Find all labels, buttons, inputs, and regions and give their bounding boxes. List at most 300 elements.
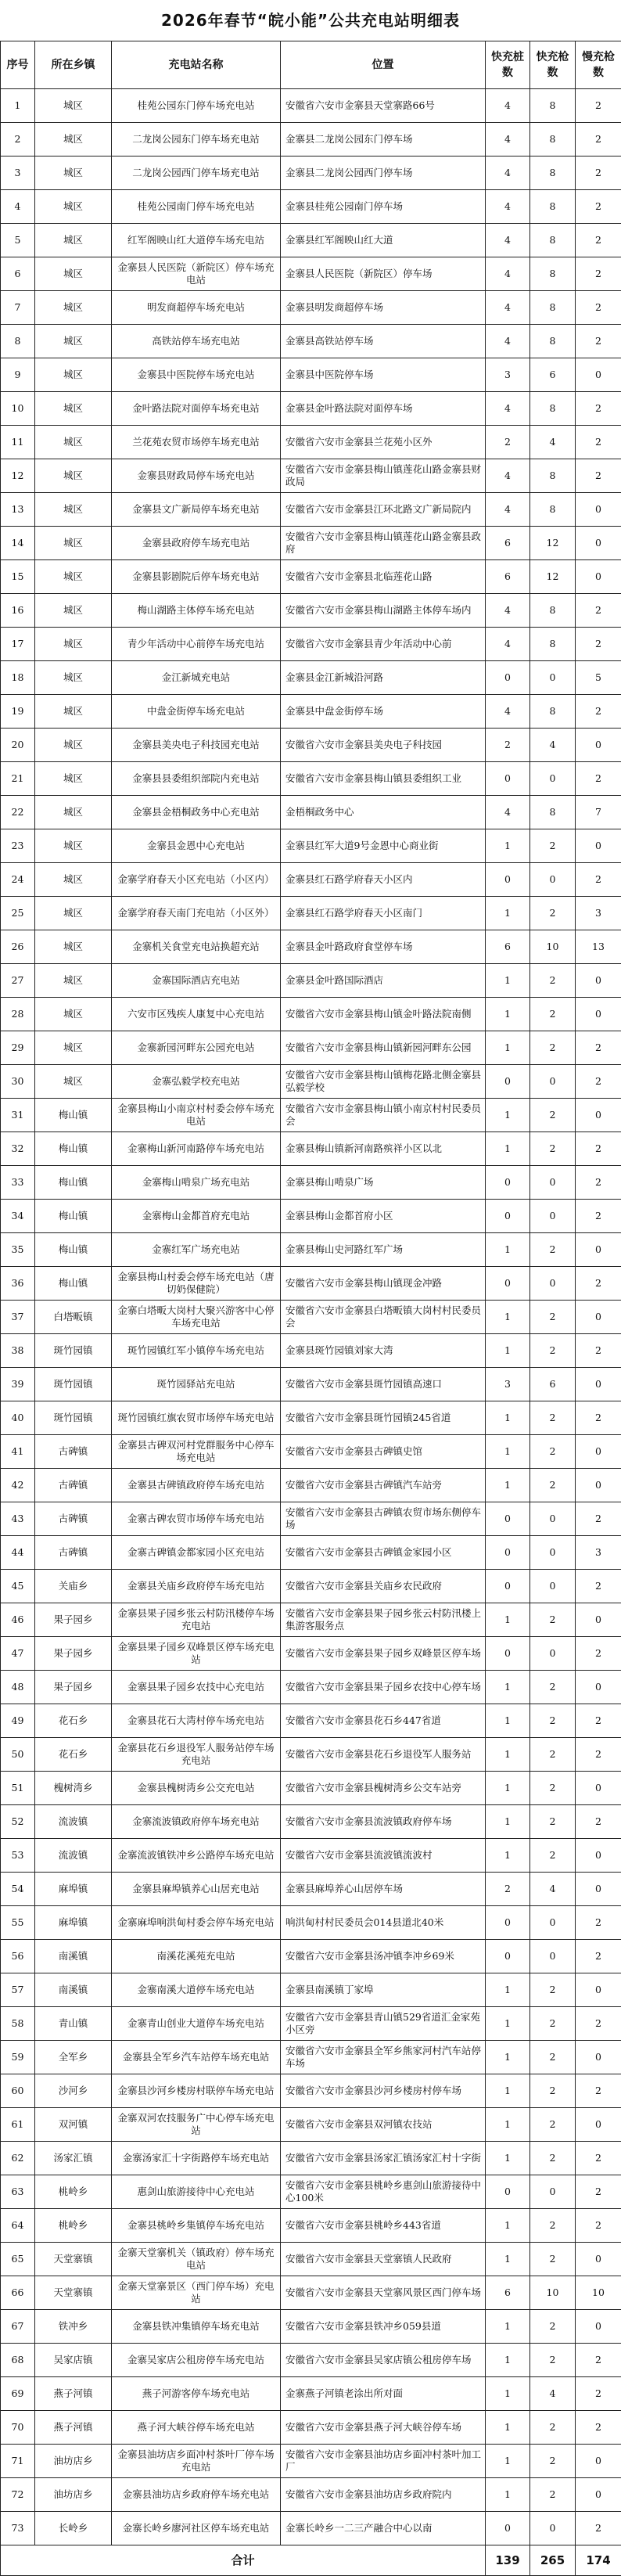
row-fast-piles: 1 [486, 2243, 530, 2276]
row-location: 安徽省六安市金寨县沙河乡楼房村停车场 [281, 2074, 486, 2108]
row-town: 白塔畈镇 [35, 1301, 112, 1334]
row-location: 安徽省六安市金寨县关庙乡农民政府 [281, 1570, 486, 1603]
table-row [1, 1166, 621, 1200]
row-town: 城区 [35, 224, 112, 257]
row-town: 城区 [35, 829, 112, 863]
row-station-name: 燕子河大峡谷停车场充电站 [112, 2411, 281, 2445]
header-slow-guns: 慢充枪数 [576, 41, 621, 89]
row-slow-guns: 0 [576, 2243, 621, 2276]
row-fast-guns: 2 [530, 2142, 576, 2175]
row-station-name: 金寨县花石乡退役军人服务站停车场充电站 [112, 1738, 281, 1772]
row-fast-guns: 2 [530, 2411, 576, 2445]
row-index: 32 [1, 1132, 35, 1166]
row-station-name: 斑竹园镇红军小镇停车场充电站 [112, 1334, 281, 1368]
row-fast-piles: 0 [486, 2175, 530, 2209]
row-town: 南溪镇 [35, 1973, 112, 2007]
row-town: 城区 [35, 527, 112, 560]
row-fast-guns: 2 [530, 2108, 576, 2142]
row-town: 城区 [35, 897, 112, 930]
table-row [1, 2175, 621, 2209]
row-town: 城区 [35, 628, 112, 661]
row-index: 22 [1, 796, 35, 829]
row-slow-guns: 0 [576, 1873, 621, 1906]
row-station-name: 金寨流波镇铁冲乡公路停车场充电站 [112, 1839, 281, 1873]
row-fast-piles: 4 [486, 257, 530, 291]
row-slow-guns: 0 [576, 358, 621, 392]
row-slow-guns: 0 [576, 998, 621, 1031]
row-location: 金寨县二龙岗公园西门停车场 [281, 157, 486, 190]
header-index: 序号 [1, 41, 35, 89]
table-row [1, 863, 621, 897]
row-station-name: 燕子河游客停车场充电站 [112, 2377, 281, 2411]
row-fast-guns: 4 [530, 729, 576, 762]
row-town: 吴家店镇 [35, 2344, 112, 2377]
row-station-name: 金寨县县委组织部院内充电站 [112, 762, 281, 796]
row-station-name: 红军阁映山红大道停车场充电站 [112, 224, 281, 257]
row-index: 68 [1, 2344, 35, 2377]
row-town: 城区 [35, 796, 112, 829]
row-town: 果子园乡 [35, 1603, 112, 1637]
row-station-name: 金寨县金恩中心充电站 [112, 829, 281, 863]
row-location: 响洪甸村村民委员会014县道北40米 [281, 1906, 486, 1940]
table-row [1, 2209, 621, 2243]
row-index: 54 [1, 1873, 35, 1906]
row-fast-piles: 0 [486, 1906, 530, 1940]
row-location: 安徽省六安市金寨县古碑镇汽车站旁 [281, 1469, 486, 1502]
row-fast-piles: 4 [486, 291, 530, 325]
row-fast-piles: 4 [486, 628, 530, 661]
row-fast-piles: 0 [486, 863, 530, 897]
row-slow-guns: 2 [576, 1738, 621, 1772]
row-index: 58 [1, 2007, 35, 2041]
table-row [1, 2108, 621, 2142]
row-slow-guns: 0 [576, 1301, 621, 1334]
row-index: 40 [1, 1401, 35, 1435]
row-index: 9 [1, 358, 35, 392]
row-index: 7 [1, 291, 35, 325]
row-fast-guns: 0 [530, 2512, 576, 2545]
row-station-name: 金寨县全军乡汽车站停车场充电站 [112, 2041, 281, 2074]
row-station-name: 金叶路法院对面停车场充电站 [112, 392, 281, 426]
row-index: 19 [1, 695, 35, 729]
row-fast-guns: 12 [530, 527, 576, 560]
row-location: 安徽省六安市金寨县果子园乡农技中心停车场 [281, 1671, 486, 1704]
row-station-name: 桂苑公园东门停车场充电站 [112, 89, 281, 123]
row-slow-guns: 2 [576, 123, 621, 157]
header-fast-guns: 快充枪数 [530, 41, 576, 89]
row-location: 金寨县高铁站停车场 [281, 325, 486, 358]
row-location: 安徽省六安市金寨县油坊店乡面冲村茶叶加工厂 [281, 2445, 486, 2478]
table-row [1, 1469, 621, 1502]
row-fast-piles: 1 [486, 2108, 530, 2142]
row-town: 流波镇 [35, 1805, 112, 1839]
row-location: 安徽省六安市金寨县全军乡熊家河村汽车站停车场 [281, 2041, 486, 2074]
row-index: 59 [1, 2041, 35, 2074]
row-fast-piles: 1 [486, 1099, 530, 1132]
row-station-name: 二龙岗公园东门停车场充电站 [112, 123, 281, 157]
table-row [1, 1065, 621, 1099]
table-row [1, 762, 621, 796]
row-index: 21 [1, 762, 35, 796]
row-index: 39 [1, 1368, 35, 1401]
row-station-name: 中盘金街停车场充电站 [112, 695, 281, 729]
row-location: 安徽省六安市金寨县果子园乡张云村防汛楼上集游客服务点 [281, 1603, 486, 1637]
row-town: 斑竹园镇 [35, 1334, 112, 1368]
row-slow-guns: 2 [576, 224, 621, 257]
table-row [1, 2243, 621, 2276]
table-row [1, 325, 621, 358]
row-fast-piles: 2 [486, 426, 530, 459]
row-location: 安徽省六安市金寨县江环北路文广新局院内 [281, 493, 486, 527]
row-town: 青山镇 [35, 2007, 112, 2041]
table-row [1, 1401, 621, 1435]
row-station-name: 金寨天堂寨景区（西门停车场）充电站 [112, 2276, 281, 2310]
row-station-name: 金寨吴家店公租房停车场充电站 [112, 2344, 281, 2377]
row-station-name: 斑竹园驿站充电站 [112, 1368, 281, 1401]
row-index: 38 [1, 1334, 35, 1368]
row-fast-guns: 0 [530, 1166, 576, 1200]
row-fast-guns: 8 [530, 459, 576, 493]
row-station-name: 金寨双河农技服务广中心停车场充电站 [112, 2108, 281, 2142]
row-fast-guns: 2 [530, 2007, 576, 2041]
row-slow-guns: 2 [576, 628, 621, 661]
row-slow-guns: 2 [576, 1031, 621, 1065]
row-index: 43 [1, 1502, 35, 1536]
row-fast-piles: 2 [486, 1873, 530, 1906]
row-slow-guns: 0 [576, 2108, 621, 2142]
row-station-name: 金寨县油坊店乡政府停车场充电站 [112, 2478, 281, 2512]
row-index: 52 [1, 1805, 35, 1839]
table-row [1, 729, 621, 762]
total-fast-guns: 265 [530, 2545, 576, 2576]
row-slow-guns: 2 [576, 2142, 621, 2175]
row-location: 安徽省六安市金寨县吴家店镇公租房停车场 [281, 2344, 486, 2377]
row-fast-guns: 8 [530, 796, 576, 829]
row-fast-piles: 1 [486, 897, 530, 930]
table-row [1, 2377, 621, 2411]
table-row [1, 1940, 621, 1973]
row-slow-guns: 0 [576, 729, 621, 762]
row-slow-guns: 2 [576, 325, 621, 358]
row-fast-piles: 1 [486, 1704, 530, 1738]
row-slow-guns: 0 [576, 1772, 621, 1805]
row-fast-piles: 1 [486, 2478, 530, 2512]
row-town: 铁冲乡 [35, 2310, 112, 2344]
row-fast-piles: 1 [486, 2377, 530, 2411]
row-town: 城区 [35, 594, 112, 628]
table-row [1, 2344, 621, 2377]
row-index: 34 [1, 1200, 35, 1233]
row-station-name: 金寨县油坊店乡面冲村茶叶厂停车场充电站 [112, 2445, 281, 2478]
row-fast-guns: 0 [530, 1200, 576, 1233]
table-row [1, 527, 621, 560]
table-row [1, 224, 621, 257]
row-location: 安徽省六安市金寨县梅山镇县委组织工业 [281, 762, 486, 796]
row-town: 城区 [35, 257, 112, 291]
row-town: 全军乡 [35, 2041, 112, 2074]
row-index: 23 [1, 829, 35, 863]
row-fast-guns: 8 [530, 695, 576, 729]
row-index: 44 [1, 1536, 35, 1570]
table-row [1, 257, 621, 291]
table-row [1, 123, 621, 157]
table-row [1, 1132, 621, 1166]
row-index: 69 [1, 2377, 35, 2411]
row-location: 金寨县红军阁映山红大道 [281, 224, 486, 257]
row-fast-piles: 1 [486, 2310, 530, 2344]
row-town: 城区 [35, 729, 112, 762]
row-town: 城区 [35, 291, 112, 325]
row-fast-piles: 0 [486, 1536, 530, 1570]
row-slow-guns: 2 [576, 89, 621, 123]
row-fast-piles: 1 [486, 1671, 530, 1704]
row-fast-guns: 0 [530, 661, 576, 695]
table-row [1, 661, 621, 695]
row-slow-guns: 0 [576, 560, 621, 594]
row-town: 燕子河镇 [35, 2411, 112, 2445]
row-station-name: 金寨学府春天小区充电站（小区内） [112, 863, 281, 897]
row-location: 安徽省六安市金寨县流波镇政府停车场 [281, 1805, 486, 1839]
row-town: 梅山镇 [35, 1267, 112, 1301]
row-location: 金寨县梅山镇新河南路殡祥小区以北 [281, 1132, 486, 1166]
row-index: 57 [1, 1973, 35, 2007]
row-fast-guns: 2 [530, 1772, 576, 1805]
row-fast-piles: 6 [486, 2276, 530, 2310]
row-index: 33 [1, 1166, 35, 1200]
row-fast-piles: 1 [486, 1603, 530, 1637]
row-station-name: 金寨县梅山村委会停车场充电站（唐切奶保健院） [112, 1267, 281, 1301]
row-town: 梅山镇 [35, 1099, 112, 1132]
row-index: 55 [1, 1906, 35, 1940]
row-slow-guns: 2 [576, 2209, 621, 2243]
row-slow-guns: 2 [576, 594, 621, 628]
row-index: 45 [1, 1570, 35, 1603]
row-station-name: 金寨南溪大道停车场充电站 [112, 1973, 281, 2007]
totals-label: 合计 [1, 2545, 486, 2576]
row-fast-piles: 1 [486, 1973, 530, 2007]
row-index: 28 [1, 998, 35, 1031]
row-location: 金寨县金江新城沿河路 [281, 661, 486, 695]
row-station-name: 明发商超停车场充电站 [112, 291, 281, 325]
row-town: 古碑镇 [35, 1502, 112, 1536]
row-town: 流波镇 [35, 1839, 112, 1873]
row-station-name: 金寨县古碑双河村党群服务中心停车场充电站 [112, 1435, 281, 1469]
row-fast-piles: 4 [486, 224, 530, 257]
table-row [1, 1873, 621, 1906]
row-station-name: 金寨弘毅学校充电站 [112, 1065, 281, 1099]
row-slow-guns: 2 [576, 459, 621, 493]
row-station-name: 兰花苑农贸市场停车场充电站 [112, 426, 281, 459]
row-station-name: 金寨县金梧桐政务中心充电站 [112, 796, 281, 829]
row-index: 71 [1, 2445, 35, 2478]
table-row [1, 628, 621, 661]
row-town: 古碑镇 [35, 1435, 112, 1469]
row-station-name: 金寨红军广场充电站 [112, 1233, 281, 1267]
row-town: 城区 [35, 560, 112, 594]
row-fast-guns: 0 [530, 1267, 576, 1301]
row-station-name: 金寨县铁冲集镇停车场充电站 [112, 2310, 281, 2344]
row-station-name: 金寨青山创业大道停车场充电站 [112, 2007, 281, 2041]
row-slow-guns: 2 [576, 2175, 621, 2209]
row-slow-guns: 0 [576, 527, 621, 560]
row-fast-guns: 2 [530, 1839, 576, 1873]
row-index: 48 [1, 1671, 35, 1704]
row-fast-guns: 2 [530, 1671, 576, 1704]
table-row [1, 695, 621, 729]
total-slow-guns: 174 [576, 2545, 621, 2576]
row-town: 双河镇 [35, 2108, 112, 2142]
row-location: 安徽省六安市金寨县青少年活动中心前 [281, 628, 486, 661]
row-slow-guns: 0 [576, 1671, 621, 1704]
row-fast-guns: 8 [530, 594, 576, 628]
row-fast-guns: 2 [530, 1301, 576, 1334]
row-fast-piles: 0 [486, 1940, 530, 1973]
row-station-name: 金寨机关食堂充电站换超充站 [112, 930, 281, 964]
table-row [1, 1603, 621, 1637]
total-fast-piles: 139 [486, 2545, 530, 2576]
row-location: 安徽省六安市金寨县花石乡退役军人服务站 [281, 1738, 486, 1772]
row-station-name: 梅山湖路主体停车场充电站 [112, 594, 281, 628]
row-fast-piles: 4 [486, 459, 530, 493]
row-fast-guns: 8 [530, 123, 576, 157]
row-fast-piles: 6 [486, 527, 530, 560]
table-row [1, 930, 621, 964]
row-station-name: 金寨麻埠响洪甸村委会停车场充电站 [112, 1906, 281, 1940]
row-slow-guns: 2 [576, 1065, 621, 1099]
row-slow-guns: 0 [576, 1839, 621, 1873]
row-index: 60 [1, 2074, 35, 2108]
row-town: 古碑镇 [35, 1469, 112, 1502]
row-town: 城区 [35, 426, 112, 459]
row-station-name: 金寨县果子园乡农技中心充电站 [112, 1671, 281, 1704]
row-station-name: 桂苑公园南门停车场充电站 [112, 190, 281, 224]
row-fast-guns: 2 [530, 1973, 576, 2007]
row-town: 斑竹园镇 [35, 1368, 112, 1401]
row-town: 城区 [35, 493, 112, 527]
row-station-name: 金寨古碑农贸市场停车场充电站 [112, 1502, 281, 1536]
row-fast-guns: 8 [530, 224, 576, 257]
row-town: 梅山镇 [35, 1132, 112, 1166]
row-index: 53 [1, 1839, 35, 1873]
row-slow-guns: 3 [576, 897, 621, 930]
row-fast-piles: 1 [486, 2411, 530, 2445]
row-town: 槐树湾乡 [35, 1772, 112, 1805]
table-row [1, 2074, 621, 2108]
row-index: 3 [1, 157, 35, 190]
row-location: 安徽省六安市金寨县梅山镇莲花山路金寨县政府 [281, 527, 486, 560]
table-row [1, 1334, 621, 1368]
row-index: 6 [1, 257, 35, 291]
row-fast-piles: 1 [486, 998, 530, 1031]
row-station-name: 金寨县麻埠镇养心山居充电站 [112, 1873, 281, 1906]
table-row [1, 2478, 621, 2512]
table-row [1, 1536, 621, 1570]
row-town: 花石乡 [35, 1704, 112, 1738]
table-row [1, 190, 621, 224]
row-station-name: 高铁站停车场充电站 [112, 325, 281, 358]
row-fast-piles: 0 [486, 1502, 530, 1536]
row-fast-guns: 0 [530, 1940, 576, 1973]
row-fast-guns: 8 [530, 157, 576, 190]
table-row [1, 1570, 621, 1603]
row-fast-piles: 1 [486, 2007, 530, 2041]
row-location: 安徽省六安市金寨县燕子河大峡谷停车场 [281, 2411, 486, 2445]
row-slow-guns: 2 [576, 2344, 621, 2377]
row-location: 安徽省六安市金寨县天堂寨风景区西门停车场 [281, 2276, 486, 2310]
row-fast-piles: 1 [486, 2445, 530, 2478]
row-fast-piles: 4 [486, 157, 530, 190]
row-location: 金寨县人民医院（新院区）停车场 [281, 257, 486, 291]
table-row [1, 594, 621, 628]
row-station-name: 金寨县古碑镇政府停车场充电站 [112, 1469, 281, 1502]
row-location: 安徽省六安市金寨县梅山镇金叶路法院南侧 [281, 998, 486, 1031]
row-fast-piles: 1 [486, 1738, 530, 1772]
row-slow-guns: 2 [576, 1704, 621, 1738]
row-index: 30 [1, 1065, 35, 1099]
table-row [1, 560, 621, 594]
row-town: 燕子河镇 [35, 2377, 112, 2411]
table-title: 2026年春节“皖小能”公共充电站明细表 [0, 0, 621, 41]
row-town: 城区 [35, 157, 112, 190]
table-row [1, 1435, 621, 1469]
row-fast-guns: 8 [530, 89, 576, 123]
row-town: 城区 [35, 89, 112, 123]
row-index: 4 [1, 190, 35, 224]
table-row [1, 2411, 621, 2445]
row-town: 古碑镇 [35, 1536, 112, 1570]
row-location: 安徽省六安市金寨县梅山镇新园河畔东公园 [281, 1031, 486, 1065]
row-slow-guns: 2 [576, 2377, 621, 2411]
table-row [1, 2007, 621, 2041]
row-fast-guns: 2 [530, 1334, 576, 1368]
row-slow-guns: 10 [576, 2276, 621, 2310]
row-slow-guns: 2 [576, 257, 621, 291]
row-fast-piles: 4 [486, 325, 530, 358]
row-location: 安徽省六安市金寨县汤家汇镇汤家汇村十字街 [281, 2142, 486, 2175]
row-fast-piles: 1 [486, 1401, 530, 1435]
row-fast-guns: 2 [530, 1435, 576, 1469]
row-station-name: 金寨县政府停车场充电站 [112, 527, 281, 560]
row-fast-guns: 8 [530, 257, 576, 291]
row-fast-guns: 0 [530, 1536, 576, 1570]
row-fast-guns: 12 [530, 560, 576, 594]
row-slow-guns: 2 [576, 1940, 621, 1973]
row-town: 麻埠镇 [35, 1906, 112, 1940]
header-row [1, 41, 621, 89]
row-slow-guns: 2 [576, 695, 621, 729]
row-station-name: 六安市区残疾人康复中心充电站 [112, 998, 281, 1031]
row-station-name: 金寨县中医院停车场充电站 [112, 358, 281, 392]
row-station-name: 金寨县文广新局停车场充电站 [112, 493, 281, 527]
row-fast-piles: 1 [486, 1334, 530, 1368]
row-index: 49 [1, 1704, 35, 1738]
row-fast-guns: 0 [530, 1502, 576, 1536]
row-slow-guns: 13 [576, 930, 621, 964]
row-station-name: 二龙岗公园西门停车场充电站 [112, 157, 281, 190]
row-index: 12 [1, 459, 35, 493]
table-row [1, 1906, 621, 1940]
totals-row [1, 2545, 621, 2576]
row-station-name: 金寨县沙河乡楼房村联停车场充电站 [112, 2074, 281, 2108]
row-slow-guns: 2 [576, 1200, 621, 1233]
row-slow-guns: 3 [576, 1536, 621, 1570]
row-station-name: 金寨县影剧院后停车场充电站 [112, 560, 281, 594]
row-slow-guns: 2 [576, 392, 621, 426]
row-slow-guns: 0 [576, 2041, 621, 2074]
row-index: 16 [1, 594, 35, 628]
row-fast-guns: 0 [530, 762, 576, 796]
row-fast-piles: 1 [486, 2142, 530, 2175]
